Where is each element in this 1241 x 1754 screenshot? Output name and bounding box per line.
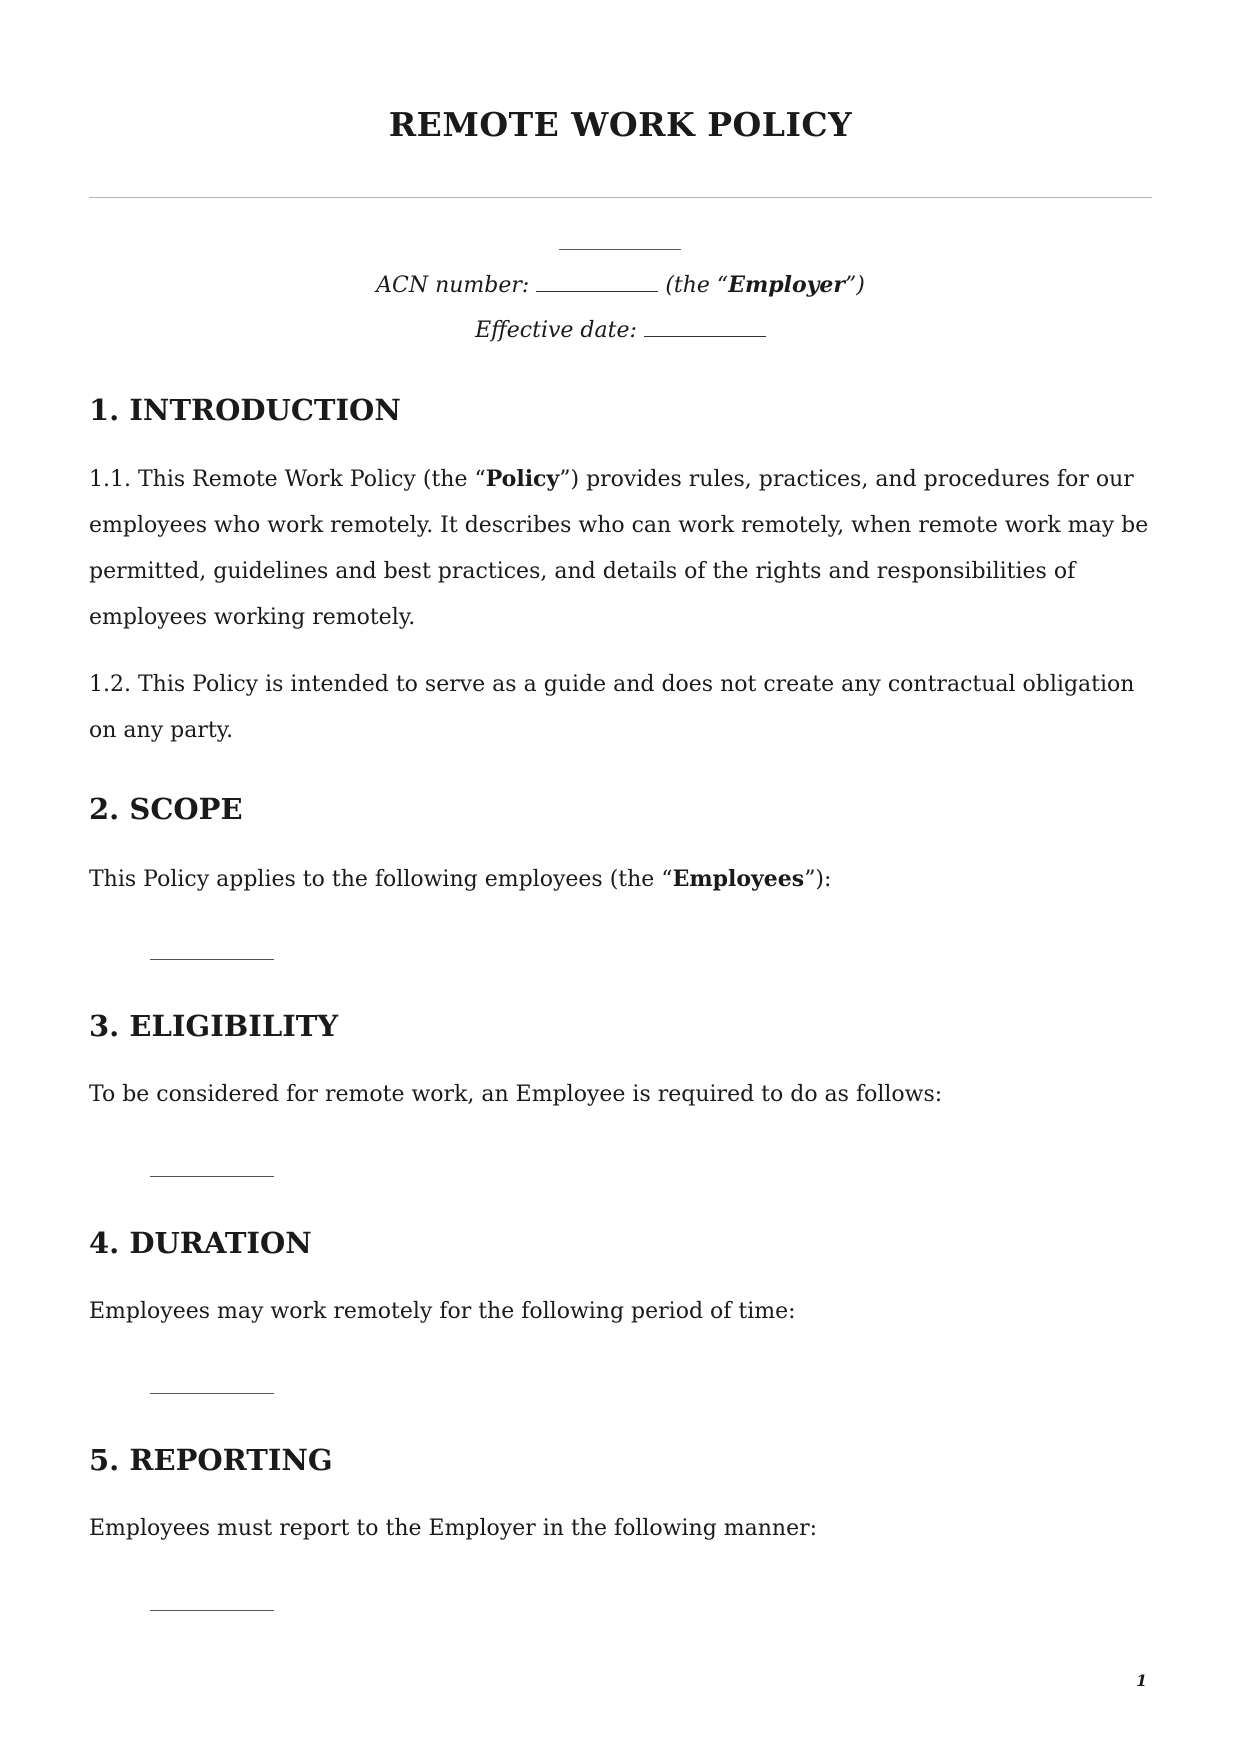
effective-date-blank <box>644 335 766 337</box>
section-heading-scope: 2. SCOPE <box>89 792 243 826</box>
section-heading-duration: 4. DURATION <box>89 1226 312 1260</box>
scope-text-a: This Policy applies to the following employees (the “ <box>89 867 673 892</box>
paragraph-1-1 <box>89 456 1159 641</box>
scope-blank <box>150 959 274 960</box>
acn-label: ACN number: <box>376 273 530 298</box>
scope-text-b: ”): <box>804 867 832 892</box>
paragraph-1-1-text-a: 1.1. This Remote Work Policy (the “ <box>89 467 486 492</box>
section-heading-reporting: 5. REPORTING <box>89 1443 333 1477</box>
paragraph-1-1-text-b: ”) provides rules, practices, and procedures for our employees who work remotely. It describes who can work remotely, when remote work may be permitted, guidelines and best practices, and details of the rights and responsibilities of employees working remotely. <box>89 467 1149 630</box>
effective-date-line <box>0 318 1241 343</box>
section-heading-introduction: 1. INTRODUCTION <box>89 393 401 427</box>
employees-term: Employees <box>672 866 805 892</box>
duration-blank <box>150 1393 274 1394</box>
eligibility-paragraph: To be considered for remote work, an Employee is required to do as follows: <box>89 1082 943 1107</box>
effective-date-label: Effective date: <box>475 318 637 343</box>
scope-paragraph <box>89 856 1159 903</box>
acn-line <box>0 272 1241 298</box>
reporting-paragraph: Employees must report to the Employer in the following manner: <box>89 1516 818 1541</box>
eligibility-blank <box>150 1176 274 1177</box>
employer-suffix: ”) <box>845 273 865 298</box>
paragraph-1-2: 1.2. This Policy is intended to serve as a guide and does not create any contractual obligation on any party. <box>89 672 1135 743</box>
employer-prefix: (the “ <box>665 273 729 298</box>
reporting-blank <box>150 1610 274 1611</box>
document-title: REMOTE WORK POLICY <box>388 105 853 144</box>
employer-term: Employer <box>728 272 846 298</box>
policy-term: Policy <box>485 466 560 492</box>
title-divider <box>89 197 1152 198</box>
duration-paragraph: Employees may work remotely for the following period of time: <box>89 1299 796 1324</box>
section-heading-eligibility: 3. ELIGIBILITY <box>89 1009 339 1043</box>
page-number: 1 <box>1136 1671 1148 1690</box>
acn-blank <box>536 290 658 292</box>
employer-name-blank <box>559 249 681 250</box>
